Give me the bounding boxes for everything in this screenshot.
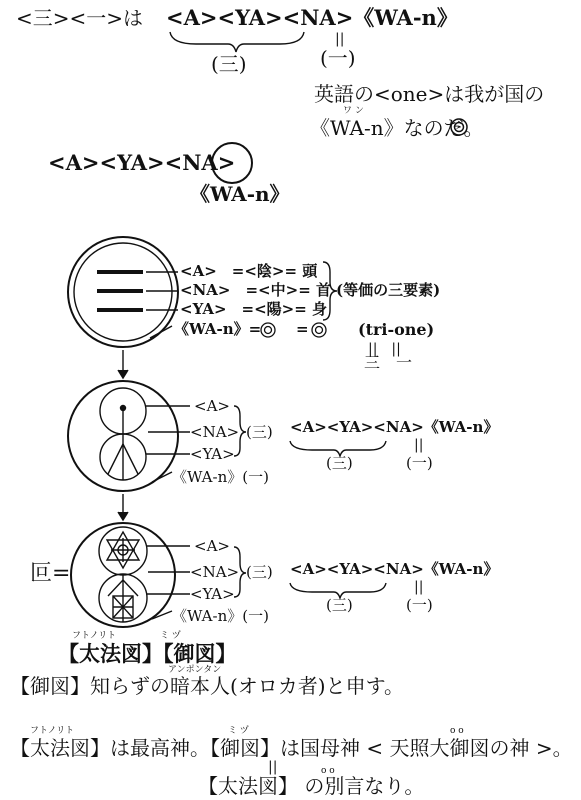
bottom-line4: 【太法図】 の別言なり。 <box>198 774 425 798</box>
ruby-futonorito: フトノリト <box>72 631 117 641</box>
fig2-group-three: (三) <box>326 454 353 472</box>
fig3-label-three: (三) <box>246 563 273 581</box>
fig1-row-ya: <YA> =<陽>= 身 <box>180 300 328 318</box>
top-note-line1: 英語の<one>は我が国の <box>314 82 545 106</box>
fig1-bar-na <box>97 289 143 293</box>
fig3-group-one: (一) <box>406 596 433 614</box>
fig2-formula: <A><YA><NA>《WA-n》 <box>290 418 499 436</box>
brace-top <box>170 32 304 52</box>
ruby-mizu-2: ミ ヅ <box>228 726 249 736</box>
ruby-mizu: ミ ヅ <box>160 631 181 641</box>
fig3-prefix: 叵= <box>30 561 71 586</box>
fig3-label-ya: <YA> <box>190 585 235 603</box>
top-note-line2: 《WA-n》なのだ。 <box>310 116 484 140</box>
top-lead-text: <三><一>は <box>16 6 144 30</box>
top-group-three: (三) <box>211 52 247 76</box>
fig1-trione: (tri-one) <box>358 320 435 339</box>
fig1-equals-sign: = <box>296 320 309 338</box>
fig2-equals: || <box>414 437 424 453</box>
bottom-equals: || <box>268 759 278 775</box>
top-circle-formula: <A><YA><NA> <box>48 150 236 175</box>
top-formula: <A><YA><NA>《WA-n》 <box>166 5 458 30</box>
fig3-group-three: (三) <box>326 596 353 614</box>
fig1-trione-kanji: 三 一 <box>364 353 413 372</box>
fig1-bracket-note: (等価の三要素) <box>336 281 441 299</box>
fig3-label-wan: 《WA-n》(一) <box>172 607 269 625</box>
fig1-row-na: <NA> =<中>= 首 <box>180 281 331 299</box>
fig1-bar-a <box>97 270 143 274</box>
fig2-group-one: (一) <box>406 454 433 472</box>
fig1-trione-bars: || || <box>368 341 401 357</box>
fig3-equals: || <box>414 579 424 595</box>
fig3-label-na: <NA> <box>190 563 240 581</box>
bottom-line3: 【太法図】は最高神。【御図】は国母神 < 天照大御図の神 >。 <box>10 736 573 760</box>
bottom-line2: 【御図】知らずの暗本人(オロカ者)と申す。 <box>10 674 405 698</box>
ruby-anpontan: アンポンタン <box>168 665 222 675</box>
fig3-formula: <A><YA><NA>《WA-n》 <box>290 560 499 578</box>
fig2-label-na: <NA> <box>190 423 240 441</box>
fig2-label-a: <A> <box>194 397 230 415</box>
fig1-row-a: <A> =<陰>= 頭 <box>180 262 318 280</box>
fig2-label-wan: 《WA-n》(一) <box>172 468 269 486</box>
top-note-ruby: ワ ン <box>343 106 364 116</box>
top-circle-caption: 《WA-n》 <box>190 182 290 206</box>
double-circle-icon <box>261 323 275 337</box>
top-group-one: (一) <box>320 46 356 70</box>
double-circle-icon <box>312 323 326 337</box>
ruby-futonorito-2: フトノリト <box>30 726 75 736</box>
fig1-bar-ya <box>97 308 143 312</box>
ruby-dots-2: o o <box>321 766 335 776</box>
fig1-row-wan: 《WA-n》= <box>174 320 262 338</box>
top-equals: || <box>335 31 345 47</box>
fig3-label-a: <A> <box>194 537 230 555</box>
bottom-line1: 【太法図】【御図】 <box>58 641 237 666</box>
fig2-label-three: (三) <box>246 423 273 441</box>
fig2-label-ya: <YA> <box>190 445 235 463</box>
ruby-dots: o o <box>450 726 464 736</box>
